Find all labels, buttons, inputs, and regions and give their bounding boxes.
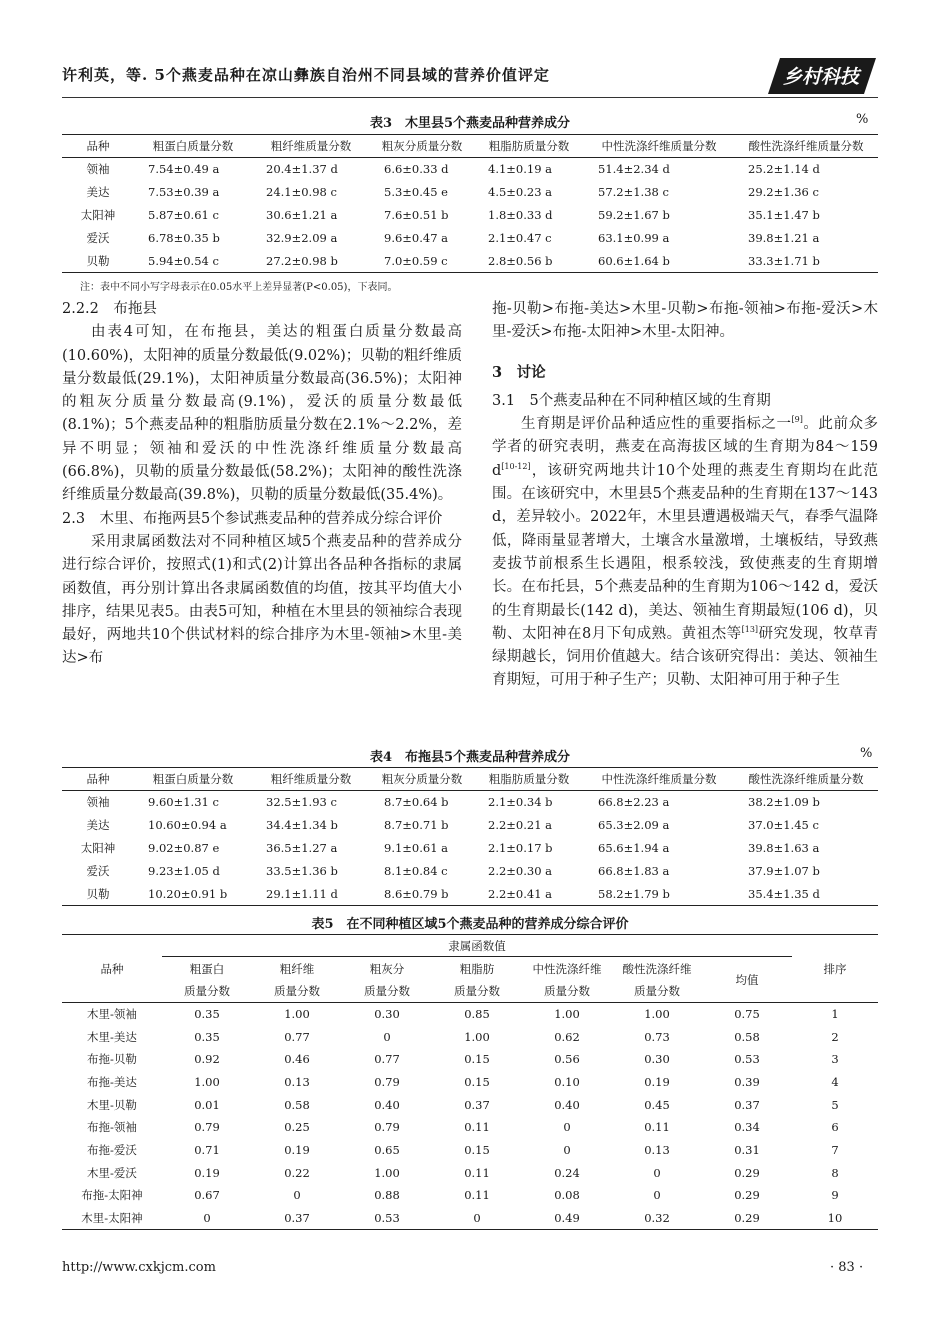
table4-cell: 爱沃 bbox=[86, 864, 110, 878]
table5-cell: 0 bbox=[563, 1120, 571, 1135]
table5-cell: 0.46 bbox=[284, 1052, 310, 1067]
table4-cell: 65.6±1.94 a bbox=[598, 841, 670, 855]
table5-cell: 1.00 bbox=[284, 1007, 310, 1022]
table4-cell: 8.6±0.79 b bbox=[370, 883, 474, 906]
table5-cell: 0.08 bbox=[554, 1188, 580, 1203]
table5-cell: 3 bbox=[831, 1052, 839, 1067]
table5-cell: 7 bbox=[831, 1142, 839, 1157]
table3-cell: 美达 bbox=[86, 185, 110, 199]
table3-cell: 39.8±1.21 a bbox=[748, 231, 820, 245]
table5-cell: 9 bbox=[831, 1188, 839, 1203]
page-number: · 83 · bbox=[830, 1260, 864, 1275]
table5-cell: 0.67 bbox=[194, 1188, 220, 1203]
table3-cell: 33.3±1.71 b bbox=[734, 250, 878, 273]
table3-cell: 7.53±0.39 a bbox=[148, 185, 220, 199]
table5-subcolumn-header bbox=[612, 957, 702, 1003]
table5-cell: 1.00 bbox=[194, 1074, 220, 1089]
table4-cell: 34.4±1.34 b bbox=[266, 818, 338, 832]
footer-url: http://www.cxkjcm.com bbox=[62, 1260, 216, 1275]
table5-cell: 0 bbox=[293, 1188, 301, 1203]
table3-column-header: 粗灰分质量分数 bbox=[370, 135, 474, 158]
table5-cell: 0.71 bbox=[194, 1142, 220, 1157]
table5-cell: 0.77 bbox=[374, 1052, 400, 1067]
table5-cell: 布拖-爱沃 bbox=[87, 1142, 137, 1157]
table5-cell: 木里-领袖 bbox=[87, 1007, 137, 1022]
table3-cell: 2.1±0.47 c bbox=[488, 231, 552, 245]
table5-cell: 0.11 bbox=[644, 1120, 670, 1135]
table4-column-header: 粗纤维质量分数 bbox=[252, 768, 370, 791]
table5-subcolumn-line1: 粗蛋白 bbox=[189, 961, 225, 976]
table5-cell: 0.53 bbox=[342, 1207, 432, 1230]
table5-cell: 0.19 bbox=[194, 1165, 220, 1180]
table3-cell: 9.6±0.47 a bbox=[384, 231, 449, 245]
table5-cell: 0.37 bbox=[464, 1097, 490, 1112]
table3-row bbox=[62, 204, 878, 227]
table5-subcolumn-line1: 酸性洗涤纤维 bbox=[622, 961, 692, 976]
table5-cell: 布拖-美达 bbox=[87, 1074, 137, 1089]
table5-cell: 0.75 bbox=[734, 1007, 760, 1022]
table5-cell: 1.00 bbox=[554, 1007, 580, 1022]
table5-cell: 0.11 bbox=[464, 1120, 490, 1135]
table5-cell: 0.45 bbox=[644, 1097, 670, 1112]
table5-row bbox=[62, 1071, 878, 1094]
table3-column-header: 中性洗涤纤维质量分数 bbox=[584, 135, 734, 158]
table5-subcolumn-line1: 粗纤维 bbox=[279, 961, 315, 976]
table3-cell: 20.4±1.37 d bbox=[266, 162, 338, 177]
table5-subcolumn-line1: 粗脂肪 bbox=[459, 961, 495, 976]
table5-cell: 木里-太阳神 bbox=[62, 1207, 162, 1230]
table4-cell: 65.3±2.09 a bbox=[598, 818, 670, 832]
right-column bbox=[492, 298, 878, 693]
table5-cell: 0.15 bbox=[464, 1074, 490, 1089]
table3-row bbox=[62, 250, 878, 273]
table5-cell: 0.34 bbox=[734, 1120, 760, 1135]
section-2-3-heading: 2.3 木里、布拖两县5个参试燕麦品种的营养成分综合评价 bbox=[62, 510, 443, 527]
table5-cell: 1.00 bbox=[644, 1007, 670, 1022]
table3-cell: 太阳神 bbox=[80, 208, 116, 222]
table5-subcolumn-line2: 质量分数 bbox=[634, 983, 680, 998]
table4-cell: 33.5±1.36 b bbox=[266, 864, 338, 878]
table5-cell: 4 bbox=[831, 1074, 839, 1089]
table5-subcolumn-header bbox=[432, 957, 522, 1003]
table4-row bbox=[62, 883, 878, 906]
table5-cell: 木里-美达 bbox=[87, 1029, 137, 1044]
table4-column-header: 粗脂肪质量分数 bbox=[474, 768, 584, 791]
table3-row bbox=[62, 158, 878, 181]
table3-cell: 57.2±1.38 c bbox=[598, 185, 669, 199]
table4-cell: 10.60±0.94 a bbox=[148, 818, 227, 832]
table5-cell: 0.56 bbox=[554, 1052, 580, 1067]
table4-cell: 2.2±0.21 a bbox=[488, 818, 553, 832]
table5-cell: 0.19 bbox=[284, 1142, 310, 1157]
table5-cell: 木里-贝勒 bbox=[87, 1097, 137, 1112]
table3-cell: 贝勒 bbox=[62, 250, 134, 273]
table4-cell: 37.9±1.07 b bbox=[748, 864, 820, 878]
table5-cell: 0 bbox=[563, 1142, 571, 1157]
section-3-heading: 3 讨论 bbox=[492, 363, 546, 381]
citation-9: [9] bbox=[791, 415, 803, 425]
table5-cell: 0.22 bbox=[284, 1165, 310, 1180]
table5-cell: 0.40 bbox=[554, 1097, 580, 1112]
growth-text-d: 研究发现，牧草青绿期越长，饲用价值越大。结合该研究得出：美达、领袖生育期短，可用于种子生产；贝勒、太阳神可用于种子生 bbox=[492, 625, 878, 689]
table4-row bbox=[62, 814, 878, 837]
table4-cell: 太阳神 bbox=[80, 841, 116, 855]
table3-cell: 领袖 bbox=[86, 162, 110, 177]
citation-10-12: [10-12] bbox=[501, 461, 531, 471]
table5-cell: 0.32 bbox=[612, 1207, 702, 1230]
table3-cell: 27.2±0.98 b bbox=[252, 250, 370, 273]
table5-cell: 0.24 bbox=[554, 1165, 580, 1180]
table3-cell: 6.78±0.35 b bbox=[148, 231, 220, 245]
table3-cell: 35.1±1.47 b bbox=[748, 208, 820, 222]
table3-cell: 5.94±0.54 c bbox=[134, 250, 252, 273]
table5-cell: 0.29 bbox=[702, 1207, 792, 1230]
table5-cell: 0.13 bbox=[284, 1074, 310, 1089]
table5-cell: 0.85 bbox=[464, 1007, 490, 1022]
table5-cell: 0.92 bbox=[194, 1052, 220, 1067]
table5-row bbox=[62, 1003, 878, 1026]
table3-cell: 7.0±0.59 c bbox=[370, 250, 474, 273]
table4-column-header: 品种 bbox=[62, 768, 134, 791]
table4-cell: 2.1±0.34 b bbox=[488, 795, 553, 810]
table3-column-header: 粗蛋白质量分数 bbox=[134, 135, 252, 158]
table3-cell: 5.87±0.61 c bbox=[148, 208, 219, 222]
table5-subcolumn-line1: 中性洗涤纤维 bbox=[532, 961, 602, 976]
table5-row bbox=[62, 1207, 878, 1230]
table3-cell: 爱沃 bbox=[86, 231, 110, 245]
table4-cell: 32.5±1.93 c bbox=[266, 795, 337, 810]
table3-cell: 5.3±0.45 e bbox=[384, 185, 448, 199]
table3-column-header: 粗纤维质量分数 bbox=[252, 135, 370, 158]
table5-cell: 0 bbox=[162, 1207, 252, 1230]
table5-cell: 0.15 bbox=[464, 1142, 490, 1157]
citation-13: [13] bbox=[741, 625, 759, 635]
table4-cell: 38.2±1.09 b bbox=[748, 795, 820, 810]
table3-cell: 63.1±0.99 a bbox=[598, 231, 670, 245]
table3-cell: 4.1±0.19 a bbox=[488, 162, 553, 177]
table5-cell: 0.19 bbox=[644, 1074, 670, 1089]
section-3-1-heading: 3.1 5个燕麦品种在不同种植区域的生育期 bbox=[492, 392, 771, 409]
table3-cell: 32.9±2.09 a bbox=[266, 231, 338, 245]
table5-subcolumn-line2: 质量分数 bbox=[274, 983, 320, 998]
table5-cell: 0.79 bbox=[374, 1074, 400, 1089]
table5 bbox=[62, 934, 878, 1230]
table5-cell: 0.79 bbox=[374, 1120, 400, 1135]
table4-cell: 2.2±0.41 a bbox=[474, 883, 584, 906]
table5-cell: 0 bbox=[432, 1207, 522, 1230]
table5-cell: 布拖-太阳神 bbox=[81, 1188, 143, 1203]
table3-row bbox=[62, 227, 878, 250]
table5-subcolumn-line2: 质量分数 bbox=[184, 983, 230, 998]
table5-cell: 0.11 bbox=[464, 1165, 490, 1180]
table5-cell: 0 bbox=[383, 1029, 391, 1044]
journal-logo bbox=[766, 56, 878, 96]
table3-cell: 7.54±0.49 a bbox=[148, 162, 220, 177]
table5-cell: 0.40 bbox=[374, 1097, 400, 1112]
table5-row bbox=[62, 1161, 878, 1184]
table5-cell: 10 bbox=[792, 1207, 878, 1230]
table3-cell: 59.2±1.67 b bbox=[598, 208, 670, 222]
paragraph-ranking-continued: 拖-贝勒>布拖-美达>木里-贝勒>布拖-领袖>布拖-爱沃>木里-爱沃>布拖-太阳神>木里-太阳神。 bbox=[492, 301, 878, 341]
table5-cell: 1.00 bbox=[374, 1165, 400, 1180]
table4-row bbox=[62, 860, 878, 883]
table3-unit: % bbox=[856, 112, 869, 127]
table4-unit: % bbox=[860, 746, 873, 761]
paragraph-comprehensive-evaluation: 采用隶属函数法对不同种植区域5个燕麦品种的营养成分进行综合评价，按照式(1)和式(2)计算出各品种各指标的隶属函数值，再分别计算出各隶属函数值的均值，按其平均值大小排序，结果见表5。由表5可知，种植在木里县的领袖综合表现最好，两地共10个供试材料的综合排序为木里-领袖>木里-美达>布 bbox=[62, 533, 462, 667]
table5-row bbox=[62, 1025, 878, 1048]
table4-cell: 2.1±0.17 b bbox=[488, 841, 553, 855]
table5-variety-header: 品种 bbox=[62, 935, 162, 1003]
table5-cell: 木里-爱沃 bbox=[87, 1165, 137, 1180]
table5-cell: 0.62 bbox=[554, 1029, 580, 1044]
paragraph-butuo-results: 由表4可知，在布拖县，美达的粗蛋白质量分数最高(10.60%)，太阳神的质量分数最低(9.02%)；贝勒的粗纤维质量分数最低(29.1%)，太阳神质量分数最高(36.5%)；太阳神的粗灰分质量分数最高(9.1%)，爱沃的质量分数最低(8.1%)；5个燕麦品种的粗脂肪质量分数在2.1%～2.2%，差异不明显；领袖和爱沃的中性洗涤纤维质量分数最高(66.8%)，贝勒的质量分数最低(58.2%)；太阳神的酸性洗涤纤维质量分数最高(39.8%)，贝勒的质量分数最低(35.4%)。 bbox=[62, 324, 462, 504]
table5-cell: 0.01 bbox=[194, 1097, 220, 1112]
table5-cell: 0.77 bbox=[284, 1029, 310, 1044]
table5-subcolumn-line2: 质量分数 bbox=[544, 983, 590, 998]
table5-cell: 0.10 bbox=[554, 1074, 580, 1089]
table4-cell: 8.1±0.84 c bbox=[384, 864, 448, 878]
table3-note: 注：表中不同小写字母表示在0.05水平上差异显著(P<0.05)，下表同。 bbox=[80, 282, 398, 293]
table5-row bbox=[62, 1093, 878, 1116]
table5-subcolumn-line1: 粗灰分 bbox=[369, 961, 405, 976]
table3-row bbox=[62, 181, 878, 204]
table5-cell: 0.88 bbox=[374, 1188, 400, 1203]
table5-row bbox=[62, 1048, 878, 1071]
table5-cell: 0.30 bbox=[644, 1052, 670, 1067]
table4-cell: 66.8±1.83 a bbox=[598, 864, 670, 878]
table5-group-header: 隶属函数值 bbox=[162, 935, 792, 957]
table5-cell: 0.15 bbox=[464, 1052, 490, 1067]
paragraph-growth-period bbox=[492, 413, 878, 693]
table4-row bbox=[62, 837, 878, 860]
table5-cell: 0.29 bbox=[734, 1165, 760, 1180]
table5-cell: 0.49 bbox=[522, 1207, 612, 1230]
table5-caption: 表5 在不同种植区域5个燕麦品种的营养成分综合评价 bbox=[311, 917, 629, 932]
table4-cell: 36.5±1.27 a bbox=[266, 841, 338, 855]
growth-text-b: 。此前众多学者的研究表明，燕麦在高海拔区域的生育期为84～159 d bbox=[492, 416, 879, 479]
table5-subcolumn-header bbox=[342, 957, 432, 1003]
table5-row bbox=[62, 1139, 878, 1162]
table4-column-header: 粗灰分质量分数 bbox=[370, 768, 474, 791]
table3-cell: 25.2±1.14 d bbox=[748, 162, 820, 177]
table5-row bbox=[62, 1184, 878, 1207]
table4-row bbox=[62, 791, 878, 814]
table5-cell: 1.00 bbox=[464, 1029, 490, 1044]
table5-cell: 0.29 bbox=[734, 1188, 760, 1203]
table3-cell: 4.5±0.23 a bbox=[488, 185, 553, 199]
table3-column-header: 品种 bbox=[62, 135, 134, 158]
table4-cell: 10.20±0.91 b bbox=[134, 883, 252, 906]
table5-cell: 6 bbox=[831, 1120, 839, 1135]
table3-cell: 1.8±0.33 d bbox=[488, 208, 553, 222]
table4-cell: 35.4±1.35 d bbox=[734, 883, 878, 906]
running-title: 许利英，等. 5个燕麦品种在凉山彝族自治州不同县域的营养价值评定 bbox=[62, 66, 550, 84]
table4-cell: 39.8±1.63 a bbox=[748, 841, 820, 855]
table5-cell: 0.11 bbox=[464, 1188, 490, 1203]
table4-caption: 表4 布拖县5个燕麦品种营养成分 bbox=[369, 750, 571, 765]
table4-cell: 29.1±1.11 d bbox=[252, 883, 370, 906]
table5-subcolumn-header bbox=[252, 957, 342, 1003]
table5-row bbox=[62, 1116, 878, 1139]
table3-cell: 51.4±2.34 d bbox=[598, 162, 670, 177]
table5-subcolumn-line2: 质量分数 bbox=[364, 983, 410, 998]
table3-cell: 24.1±0.98 c bbox=[266, 185, 337, 199]
table3-cell: 29.2±1.36 c bbox=[748, 185, 819, 199]
table5-cell: 0.37 bbox=[252, 1207, 342, 1230]
table3-cell: 60.6±1.64 b bbox=[584, 250, 734, 273]
table3-column-header: 酸性洗涤纤维质量分数 bbox=[734, 135, 878, 158]
table4-cell: 9.60±1.31 c bbox=[148, 795, 219, 810]
table5-subcolumn-line2: 质量分数 bbox=[454, 983, 500, 998]
table5-subcolumn-header bbox=[522, 957, 612, 1003]
table5-cell: 1 bbox=[831, 1007, 839, 1022]
table4-cell: 8.7±0.64 b bbox=[384, 795, 449, 810]
table5-cell: 0.30 bbox=[374, 1007, 400, 1022]
table4-cell: 领袖 bbox=[86, 795, 110, 810]
table5-cell: 0.53 bbox=[734, 1052, 760, 1067]
table5-cell: 0.73 bbox=[644, 1029, 670, 1044]
table3-cell: 7.6±0.51 b bbox=[384, 208, 449, 222]
table5-cell: 0.37 bbox=[734, 1097, 760, 1112]
growth-text-c: ，该研究两地共计10个处理的燕麦生育期均在此范围。在该研究中，木里县5个燕麦品种的生育期在137～143 d，差异较小。2022年，木里县遭遇极端天气，春季气温降低，降雨量显著增大，土壤含水量激增，土壤板结，导致燕麦拔节前根系生长遇阻，根系较浅，致使燕麦的生育期增长。在布托县，5个燕麦品种的生育期为106～142 d，爱沃的生育期最长(142 d)，美达、领袖生育期最短(106 d)，贝勒、太阳神在8月下旬成熟。黄祖杰等 bbox=[492, 462, 878, 642]
table5-cell: 0.13 bbox=[644, 1142, 670, 1157]
left-column bbox=[62, 298, 462, 671]
table5-cell: 0.58 bbox=[734, 1029, 760, 1044]
table3-column-header: 粗脂肪质量分数 bbox=[474, 135, 584, 158]
table4-cell: 58.2±1.79 b bbox=[584, 883, 734, 906]
table5-cell: 0.35 bbox=[194, 1029, 220, 1044]
table5-subcolumn-header bbox=[162, 957, 252, 1003]
table5-cell: 2 bbox=[831, 1029, 839, 1044]
table5-cell: 布拖-领袖 bbox=[87, 1120, 137, 1135]
table5-cell: 0.58 bbox=[284, 1097, 310, 1112]
table4-cell: 8.7±0.71 b bbox=[384, 818, 449, 832]
table4-cell: 美达 bbox=[86, 818, 110, 832]
table4 bbox=[62, 767, 878, 906]
table4-cell: 9.02±0.87 e bbox=[148, 841, 220, 855]
table5-cell: 5 bbox=[831, 1097, 839, 1112]
table3-cell: 6.6±0.33 d bbox=[384, 162, 449, 177]
table4-cell: 9.23±1.05 d bbox=[148, 864, 220, 878]
table5-cell: 布拖-贝勒 bbox=[87, 1052, 137, 1067]
table5-cell: 0.65 bbox=[374, 1142, 400, 1157]
table5-cell: 0.25 bbox=[284, 1120, 310, 1135]
table5-cell: 0.35 bbox=[194, 1007, 220, 1022]
table4-cell: 贝勒 bbox=[62, 883, 134, 906]
table4-cell: 9.1±0.61 a bbox=[384, 841, 449, 855]
table5-cell: 0 bbox=[653, 1165, 661, 1180]
header-rule bbox=[62, 97, 878, 98]
table4-cell: 2.2±0.30 a bbox=[488, 864, 553, 878]
table4-cell: 37.0±1.45 c bbox=[748, 818, 819, 832]
table5-rank-header: 排序 bbox=[792, 935, 878, 1003]
table5-cell: 0.39 bbox=[734, 1074, 760, 1089]
table4-column-header: 中性洗涤纤维质量分数 bbox=[584, 768, 734, 791]
table4-column-header: 酸性洗涤纤维质量分数 bbox=[734, 768, 878, 791]
table4-cell: 66.8±2.23 a bbox=[598, 795, 670, 810]
table3-cell: 2.8±0.56 b bbox=[474, 250, 584, 273]
table3 bbox=[62, 134, 878, 273]
table5-cell: 0.31 bbox=[734, 1142, 760, 1157]
table3-caption: 表3 木里县5个燕麦品种营养成分 bbox=[369, 116, 571, 131]
table5-mean-header: 均值 bbox=[702, 957, 792, 1003]
journal-logo-text: 乡村科技 bbox=[782, 66, 860, 88]
table5-cell: 0.79 bbox=[194, 1120, 220, 1135]
section-2-2-2-heading: 2.2.2 布拖县 bbox=[62, 301, 157, 317]
table4-column-header: 粗蛋白质量分数 bbox=[134, 768, 252, 791]
table5-cell: 8 bbox=[831, 1165, 839, 1180]
table5-cell: 0 bbox=[653, 1188, 661, 1203]
growth-text-a: 生育期是评价品种适应性的重要指标之一 bbox=[521, 416, 792, 433]
table3-cell: 30.6±1.21 a bbox=[266, 208, 338, 222]
